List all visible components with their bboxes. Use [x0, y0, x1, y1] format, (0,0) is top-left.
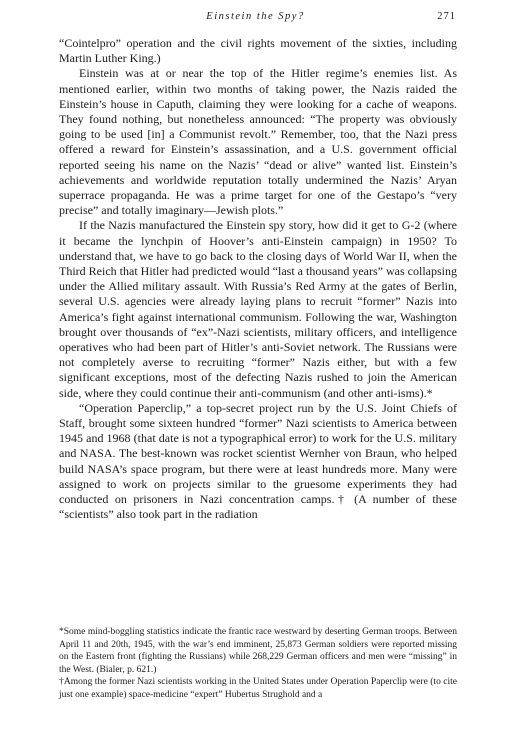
running-head: Einstein the Spy? [206, 11, 305, 22]
page-header [0, 11, 511, 25]
footnote-asterisk: *Some mind-boggling statistics indicate the frantic race westward by deserting German troops. Between April 11 and 20th, 1945, with the war’s end imminent, 25,873 German soldiers were reported missing on the Eastern front (fighting the Russians) while 268,229 German officers and men were “missing” in the West. (Bialer, p. 621.) [59, 627, 457, 675]
page-number: 271 [437, 11, 456, 22]
paragraph-operation-paperclip: “Operation Paperclip,” a top-secret project run by the U.S. Joint Chiefs of Staff, brought some sixteen hundred “former” Nazi scientists to America between 1945 and 1968 (that date is not a typographical error) to work for the U.S. military and NASA. The best-known was rocket scientist Wernher von Braun, who helped build NASA’s space program, but there were at least hundreds more. Many were assigned to work on projects similar to the gruesome experiments they had conducted on prisoners in Nazi concentration camps.† (A number of these “scientists” also took part in the radiation [59, 400, 457, 522]
paragraph-continuation: “Cointelpro” operation and the civil rights movement of the sixties, including Martin Luther King.) [59, 36, 457, 66]
paragraph-einstein-enemies-list: Einstein was at or near the top of the Hitler regime’s enemies list. As mentioned earlier, within two months of taking power, the Nazis raided the Einstein’s house in Caputh, claiming they were looking for a cache of weapons. They found nothing, but nonetheless announced: “The property was obviously going to be used [in] a Communist revolt.” Remember, too, that the Nazi press offered a reward for Einstein’s assassination, and a U.S. government official reported seeing his name on the Nazis’ “dead or alive” wanted list. Einstein’s achievements and worldwide reputation totally undermined the Nazis’ Aryan superrace propaganda. He was a prime target for one of the Gestapo’s “very precise” and totally imaginary—Jewish plots.” [59, 66, 457, 218]
paragraph-nazi-spy-story: If the Nazis manufactured the Einstein spy story, how did it get to G-2 (where it became the lynchpin of Hoover’s anti-Einstein campaign) in 1950? To understand that, we have to go back to the closing days of World War II, when the Third Reich that Hitler had predicted would “last a thousand years” was collapsing under the Allied military assault. With Russia’s Red Army at the gates of Berlin, several U.S. agencies were already laying plans to recruit “former” Nazis into America’s fight against international communism. Following the war, Washington brought over thousands of “ex”-Nazi scientists, military officers, and intelligence operatives who had been part of Hitler’s anti-Soviet network. The Russians were not completely averse to recruiting “former” Nazis either, but with a few significant exceptions, most of the defecting Nazis rushed to join the American side, where they could continue their anti-communism (and other anti-isms).* [59, 218, 457, 400]
body-text [59, 36, 457, 523]
footnote-dagger: †Among the former Nazi scientists working in the United States under Operation Paperclip were (to cite just one example) space-medicine “expert” Hubertus Strughold and a [59, 677, 457, 700]
footnotes [59, 626, 457, 702]
